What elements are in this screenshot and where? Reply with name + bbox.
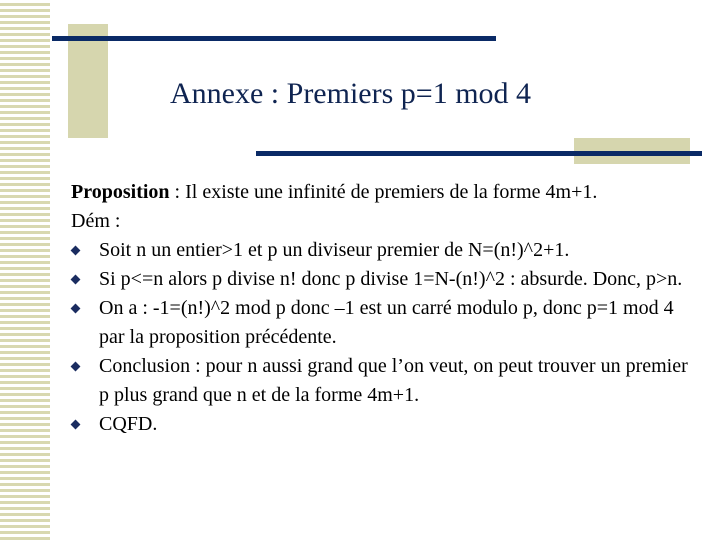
proof-label: Dém : [71,210,121,232]
decorative-stripe-bar [0,0,50,540]
proposition-label: Proposition [71,181,170,203]
proposition [71,178,691,207]
list-item: Soit n un entier>1 et p un diviseur premier de N=(n!)^2+1. [71,236,691,265]
diamond-bullet-icon [71,362,81,372]
decorative-tan-block-left [68,24,108,138]
slide-body [71,178,691,439]
list-item: CQFD. [71,410,691,439]
list-item: Conclusion : pour n aussi grand que l’on veut, on peut trouver un premier p plus grand que n et de la forme 4m+1. [71,352,691,410]
title-rule-bottom [256,151,702,156]
title-rule-top [52,36,496,41]
list-item: Si p<=n alors p divise n! donc p divise 1=N-(n!)^2 : absurde. Donc, p>n. [71,265,691,294]
slide-title: Annexe : Premiers p=1 mod 4 [170,77,532,110]
proof-steps [71,236,691,439]
diamond-bullet-icon [71,420,81,430]
diamond-bullet-icon [71,275,81,285]
proposition-text: : Il existe une infinité de premiers de la forme 4m+1. [169,181,598,203]
list-item: On a : -1=(n!)^2 mod p donc –1 est un carré modulo p, donc p=1 mod 4 par la proposition précédente. [71,294,691,352]
diamond-bullet-icon [71,246,81,256]
diamond-bullet-icon [71,304,81,314]
